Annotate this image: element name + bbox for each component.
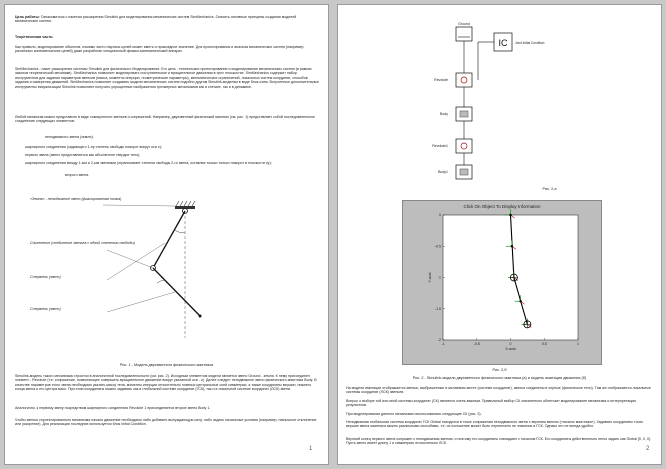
y-tick-label: -1	[437, 275, 441, 280]
label-joint: Сочленение (соединение звеньев с одной степенью свободы)	[30, 241, 135, 245]
goal-label: Цель работы:	[15, 15, 40, 19]
label-ground: «Земля» - неподвижное звено (фиксированная точка)	[30, 197, 122, 201]
figure-2-caption: Рис. 2 - Simulink-модель двухзвенного физического маятника (а) и модель имитации движения (б)	[412, 376, 587, 380]
link-1	[153, 211, 185, 268]
document-page-1	[4, 4, 329, 465]
body1-icon	[460, 169, 468, 175]
body-paragraph-2: Аналогично, к первому звену посредством шарнирного соединения Revolute 1 присоединяется второе звено Body 1.	[15, 406, 211, 410]
pendulum-figure	[25, 188, 315, 363]
body-label: Body	[440, 112, 448, 116]
frame-origin-dot	[511, 245, 513, 247]
ic-block-text: IC	[498, 38, 508, 48]
x-tick-label: -0.5	[473, 342, 480, 346]
x-tick-label: 0	[509, 342, 512, 346]
page2-paragraph-2: Вопрос о выборе той или иной системы координат (СК) является очень важным. Правильный выбор СК значительно облегчает моделирование механизма и интерпретацию результатов.	[346, 399, 637, 408]
page-number: 2	[646, 446, 650, 452]
revolute-block	[456, 73, 472, 87]
document-page-2	[337, 4, 662, 465]
theory-paragraph-1: Как правило, моделирование объектов, помимо чисто научных целей может иметь и прикладное значение. Для проектирования и анализа механических систем (например, различных кинематических цепей) даже разработан специальный физико-математический аппарат.	[15, 45, 305, 54]
theory-heading: Теоретическая часть:	[15, 35, 54, 39]
list-item: шарнирного соединения (задающего 1-ну степень свободы поворот вокруг оси z);	[25, 145, 162, 149]
label-link-1: Стержень (звено)	[30, 275, 61, 279]
y-tick-label: 0	[439, 213, 441, 218]
theory-paragraph-3: Любой механизм можно представить в виде совокупности звеньев и сопряжений. Например, двухзвенный физический маятник (см. рис. 1) представляет собой последовательное соединение следующих элементов:	[15, 115, 316, 124]
x-axis-label: X-axis	[505, 347, 516, 351]
page2-paragraph-5: Верхний конец первого звена сопряжен с неподвижным звеном, и поэтому его координаты совпадают с началом ГСК. Его координаты действительно легко задать как Global [0, 0, 0]. Пусть звено имеет длину 1 и симметрию относительно ЛСК.	[346, 437, 651, 446]
y-axis-label: Y-axis	[428, 272, 432, 283]
goal-paragraph	[15, 15, 320, 24]
revolute1-label: Revolute1	[432, 144, 448, 148]
list-item: шарнирного соединения между 1-ым и 2-ым звеньями (ограничивает степени свободы 2-го звена, оставляя только только поворот в плоскости xy);	[25, 161, 272, 165]
page-number: 1	[309, 446, 313, 452]
angle-arc-1	[174, 230, 185, 233]
body-paragraph-3: Чтобы звенья спроектированного механизма начали движение необходимо либо добавить вынуждающую силу, либо задать начальные условия (например, начальное отклонение или ускорение). Для реализации последних используется блок Initial Condition.	[15, 418, 317, 427]
revolute-label: Revolute	[434, 78, 448, 82]
goal-text: Ознакомиться с пакетом расширения Simulink для моделирования механических систем SimMechanics. Освоить основные принципы создания моделей механических систем.	[15, 15, 297, 24]
label-link-2: Стержень (звено)	[30, 307, 61, 311]
list-item: первого звена (звено представляется как абсолютное твердое тело);	[25, 153, 141, 157]
y-tick-label: -1.5	[434, 306, 441, 311]
revolute1-block	[456, 139, 472, 153]
link-2	[153, 268, 200, 316]
body-icon	[460, 111, 468, 117]
simulink-diagram	[418, 15, 598, 185]
link-2-end	[199, 315, 202, 318]
figure-2a-caption: Рис. 2,а	[542, 187, 557, 191]
page2-paragraph-1: На модели имитации отображается звенья, изображенные в желаемом месте (системе координат), звенья соединены в черные (физическое тело). Там же отображаются локальные системы координат (ЛСК) звеньев.	[346, 386, 651, 395]
body-paragraph-1: Simulink-модель такого механизма строится в аналогичной последовательности (см. рис. 2). Исходным элементом модели является звено Ground - земля. К нему присоединен элемент - Revolute (т.е. сопряжение, позволяющее совершать вращательное движение вокруг указанной оси - z). Далее следует неподвижное звено физического маятника Body. В качестве параметров этого звена необходимо указать массу тела, моменты инерции относительно главных центральных осей симметрии, а также координаты вершин, нижнего конца звена и его центра масс. При этом координаты можно задавать как в глобальной системе координат (ГСК), так и в локальной системе координат (ЛСК) звена.	[15, 374, 317, 392]
ground-block	[456, 27, 472, 41]
angle-arc-2	[157, 280, 165, 283]
ground-hatch	[176, 201, 195, 206]
figure-1-caption: Рис. 1 - Модель двухзвенного физического маятника	[119, 363, 214, 367]
y-tick-label: -2	[437, 338, 441, 343]
body1-label: Body1	[438, 170, 448, 174]
y-tick-label: -0.5	[434, 244, 441, 249]
pendulum-plot[interactable]	[403, 201, 603, 366]
ic-label: Joint Initial Condition	[515, 41, 545, 45]
x-tick-label: -1	[441, 342, 445, 346]
list-item: неподвижного звена (земли);	[45, 135, 94, 139]
list-item: второго звена.	[65, 173, 90, 177]
leader-ground	[103, 205, 175, 206]
frame-origin-dot	[519, 300, 521, 302]
ground-label: Ground	[458, 22, 470, 26]
simulation-window[interactable]	[402, 200, 602, 365]
page2-paragraph-3: При моделировании данного механизма использовались следующие СК (рис. 3).	[346, 412, 482, 416]
page2-paragraph-4: Неподвижная глобальная система координат ГСК Global находится в точке сопряжения неподвижного звена с верхним звеном («начало маятника»). Задавать координаты точек вершин звена маятника можно различными способами, т.е. их положение может быть перенесено не значения в ГСК. Однако это не всегда удобно.	[346, 420, 643, 429]
plot-title: Click On Object To Display Information	[463, 204, 541, 209]
leader-link2	[107, 292, 175, 312]
frame-origin-dot	[509, 214, 511, 216]
theory-paragraph-2: SimMechanics - пакет расширения системы Simulink для физического Моделирования. Его цель - технические проектирование и моделирование механических систем (в рамках законов теоретической механики). SimMechanics позволяет моделировать поступательное и вращательное движения в трех плоскостях. SimMechanics содержит набор инструментов для задания параметров звеньев (масса, моменты инерции, геометрические параметры), кинематических ограничений, локальных систем координат, способов задания и измерения движений. SimMechanics позволяет создавать модели механических систем подобно другим Simulink-моделям в виде блок-схем. Встроенные дополнительные инструменты визуализации Simulink позволяют получить упрощенные изображения трехмерных механизмов как в статике, так и в динамике.	[15, 67, 320, 89]
x-tick-label: 0.5	[541, 342, 547, 346]
x-tick-label: 1	[577, 342, 579, 346]
figure-2b-caption: Рис. 2,б	[492, 368, 507, 372]
